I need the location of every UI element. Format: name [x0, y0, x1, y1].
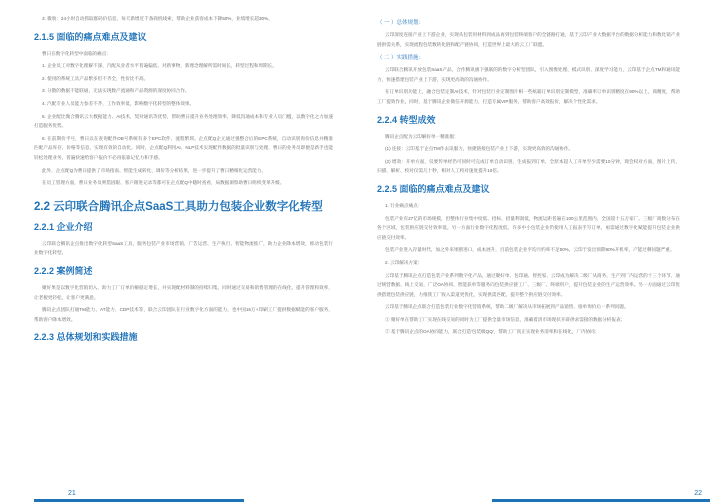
intro-paragraph: 3. 微收：24小时自动抓取群码价信息，每天新增近千条商机线索，帮助企业获客成本下降50%，业绩增长超30%。	[42, 16, 273, 21]
subheading-overall-plan: （ 一 ）总体规划：	[377, 20, 425, 26]
page-number: 21	[68, 490, 76, 497]
subheading-practice: （ 二 ）实践措施：	[377, 55, 425, 62]
section-heading-2-1-5: 2.1.5 面临的痛点难点及建议	[34, 31, 147, 42]
section-heading-2-2-2: 2.2.2 案例简述	[34, 265, 93, 276]
paragraph: 包装产业进入存量时代，加之外来果断进口，成本展升，目前包装企业平均月约率不足50%。云印于发出预期90%开机率，产能过剩问题严重。	[385, 247, 675, 253]
right-page	[355, 0, 710, 502]
paragraph: ① 聚好单在帮助工厂实现在线交易的同时为工厂提供全量市场信息，准确着清市场现状开辟供求需接的数据分析报表；	[385, 316, 626, 322]
section-heading-2-2-4: 2.2.4 转型成效	[377, 114, 436, 125]
paragraph: 1. 行业痛点痛点：	[385, 202, 423, 208]
left-footer	[34, 484, 389, 502]
paragraph: 1. 企业员工对数字化理解不深，汽配从业者水平普遍偏低，对新事物、新理念理解所需时间长，转型过程和周期长。	[42, 63, 277, 69]
paragraph: 腾讯企点团队打通TM能力、AT能力、CDP技术等，联合云印团队在行业数字化方面的能力，也中国15万+印刷工厂提供数据赋能的客户服务，帮助客户降本增效。	[34, 307, 333, 322]
paragraph: 曹日在数字化转型中面临的痛点：	[42, 50, 111, 56]
paragraph: 2. 使用的系统工具产品繁多但不齐全，性价比不高。	[42, 75, 149, 81]
paragraph: 此外，企点配Q为曹日提供了市场指南、智能生成转化、调价等分析结果，进一步提升了曹日精细化运营能力。	[42, 167, 267, 173]
paragraph: 6. 在前期价平号，曹日以在查询配件OB号系统有多个EPC软件，流程繁琐。企点配Q企元通过强整合后的EPC系统，自动识别询价信息并精准匹配产品库存、价格等信息，实现有效的自动化。同时，企点配Q利用AI、NLP技术实现配件数据的批量识别与处理，曹日的业务员即便是新手也能轻松处理业务，普遍快速给客户报价不必再依靠记忆力和手感。	[34, 135, 333, 160]
paragraph: 2. 云印解决方案：	[385, 259, 423, 265]
paragraph: 在员工管理方面，曹日业务员则借因眼、客户跟进记录等都可在企点配Q中随时查看，局数据洞察助曹日组织变革升级。	[42, 180, 285, 186]
paragraph: 4. 汽配专业人员能力参差不齐，工作效率低，影响数字化转型的整体效果。	[42, 100, 195, 106]
section-heading-2-2: 2.2 云印联合腾讯企点SaaS工具助力包装企业数字化转型	[34, 200, 323, 213]
paragraph: 3. 分散的数据不能联通，无法实现数产流通和产品资源的深度协同合作。	[42, 88, 190, 94]
section-heading-2-2-3: 2.2.3 总体规划和实践措施	[34, 332, 138, 343]
paragraph: 云印基于腾讯企点打造包装产业系列数字化产品，通过聚好单、包印通、智控家、云印成为解决二级厂从商务、生产到厂内运营的十三个环节，通过统营数据、线上交易，广泛OA协同、智能获单等服务向包装供应链工厂、三级厂、终端用户，提升包装企业的生产运营效率。另一方面通过云印优供搭建包装供应链，力推我工厂收入渠道更优化，实现供需匹配，提升整个供应链交付效率。	[377, 272, 680, 297]
paragraph: ② 基于腾讯企点的OA协同能力，联合打造'包装级QQ'，帮助工厂真正实现业务清率和在线化，厂内协同；	[385, 329, 600, 335]
right-footer	[377, 484, 710, 502]
paragraph: (1) 连接：云印基于企点TM作去讯服力，快捷链接包装产业上下游，实现更高效的沟通协作。	[385, 146, 574, 152]
paragraph: 云印基于腾讯企点联合打造包装行业数字化营销系统，帮助二级厂解决从市场拓展到产品销售、接单询价后一系列问题。	[385, 304, 629, 310]
paragraph: 云印深度连接产业上下游企业，实现从包装用材料到成品再到包装终端客户的全链路打通，基于云印产业大数据平台的数据分析能力和数化销产业链供需关系，实现流程包装数转化链和配产链协同，打造世界上最大的云工厂联盟。	[377, 32, 680, 47]
page-number: 22	[694, 490, 702, 497]
paragraph: 云印联合腾讯开放包装SaaS产品，合作腾讯旗下强联的的数字分析型团队，引入图像处理、模式识别、深度学习能力，云印基于企点TM和通讯能力，快速搭建包装产业上下游，实现更高效的沟通协作。	[377, 67, 680, 82]
paragraph: 在订单识别功能上，融合包装定制AI技术，针对包装行业定制图片相一些纸箱订单识别定制模型，准确率订单识别精度在90%以上，商精度，帮助工厂提效作业。同时，基于腾讯企业微信开源能力，打造专属VIP服务，帮助客户高效报价，解决个性化需求。	[377, 89, 680, 104]
paragraph: 5. 企业配比微合腾讯云大数据能力、AI技术，契对通讯等优势，帮助曹日提升业务处理效率，降低沟通成本和专业人员门槛，以数字化之力加速打造服务优势。	[34, 113, 333, 129]
paragraph: 云印联合腾讯企点推出数字化转型SaaS工具，服务包装产业市场营销、广告运营、生产执行、智能物流推广，助力企业降本增效，推动包装行业数字化转型。	[34, 240, 333, 256]
section-heading-2-2-1: 2.2.1 企业介绍	[34, 221, 93, 232]
paragraph: 腾讯企点配为云印解好单一精准服：	[385, 133, 459, 139]
paragraph: 聚好果是以数字化营销切入，助力工厂订单价额稳定增长，并实现配材料制的持续归集。同时通过交易和销售管理的在线化，提升管理和效率，让老板更轻松，让客户更满意。	[34, 284, 333, 300]
paragraph: (2) 增效：开单方面，仅要传单经仍可同时可完成订单自动识别，生成报到订单，全原本超人工开单至少需要10分钟，现会权对方面，图片上传、扫描、解析、校对仅需几十秒，相对人工校对速度提升10倍。	[377, 158, 680, 174]
section-heading-2-2-5: 2.2.5 面临的痛点难点及建议	[377, 183, 490, 194]
paragraph: 包装产业有27亿的市场规模，但整体行业集中度低、招标、招量利润低，物流运距普遍在100公里范围内，全国超十五万家厂。三级厂商数分布在各个区域，包装供应链交付效率低。另一方面行业数字化程度低，许多中小包装企业仍使用人工报表手写订单，亟需通过数字化赋能提升包装企业供应链交付效率。	[377, 215, 680, 240]
